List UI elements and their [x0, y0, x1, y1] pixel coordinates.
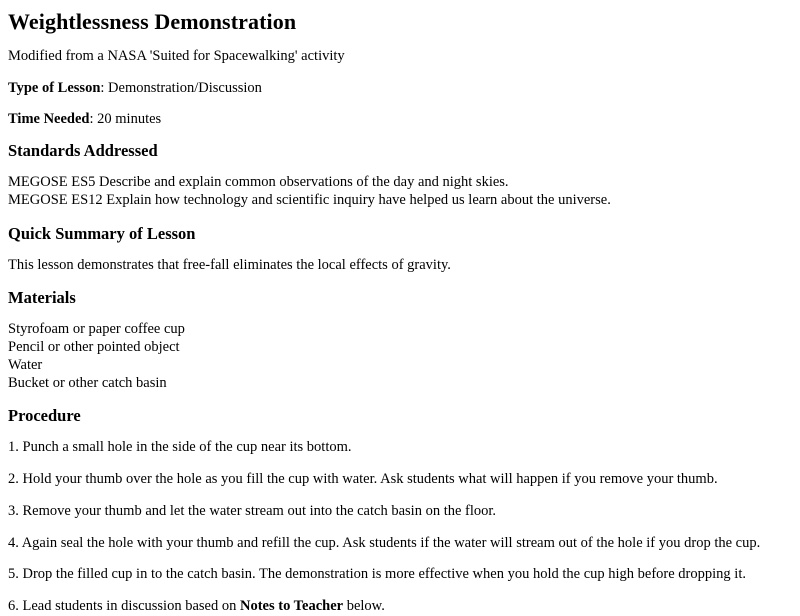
meta-time-needed [8, 111, 786, 128]
meta-time-needed-value: : 20 minutes [89, 110, 162, 127]
meta-type-of-lesson [8, 80, 786, 97]
meta-time-needed-label: Time Needed [8, 110, 90, 127]
materials-item: Pencil or other pointed object [8, 338, 180, 355]
document-subtitle: Modified from a NASA 'Suited for Spacewalking' activity [8, 48, 345, 65]
procedure-step: 1. Punch a small hole in the side of the cup near its bottom. [8, 439, 352, 456]
summary-text: This lesson demonstrates that free-fall eliminates the local effects of gravity. [8, 256, 451, 273]
standards-list [8, 173, 786, 209]
materials-item: Water [8, 356, 43, 373]
procedure-step: 2. Hold your thumb over the hole as you fill the cup with water. Ask students what will happen if you remove your thumb. [8, 470, 718, 487]
materials-item: Styrofoam or paper coffee cup [8, 320, 185, 337]
procedure-step: 5. Drop the filled cup in to the catch basin. The demonstration is more effective when you hold the cup high before dropping it. [8, 566, 746, 583]
section-heading-procedure: Procedure [8, 406, 81, 426]
standards-line: MEGOSE ES5 Describe and explain common observations of the day and night skies. [8, 174, 509, 191]
procedure-step-6-prefix: 6. Lead students in discussion based on [8, 598, 240, 615]
materials-list [8, 320, 786, 393]
procedure-step: 4. Again seal the hole with your thumb and refill the cup. Ask students if the water will stream out of the hole if you drop the cup. [8, 534, 761, 551]
page-title: Weightlessness Demonstration [8, 9, 297, 34]
section-heading-summary: Quick Summary of Lesson [8, 223, 196, 243]
procedure-step-6 [8, 597, 786, 616]
section-heading-standards: Standards Addressed [8, 141, 158, 161]
materials-item: Bucket or other catch basin [8, 375, 167, 392]
procedure-step: 3. Remove your thumb and let the water stream out into the catch basin on the floor. [8, 502, 497, 519]
standards-line: MEGOSE ES12 Explain how technology and scientific inquiry have helped us learn about the universe. [8, 192, 611, 209]
meta-type-of-lesson-value: : Demonstration/Discussion [100, 79, 262, 96]
procedure-step-6-suffix: below. [343, 598, 385, 615]
procedure-step-6-reference: Notes to Teacher [239, 598, 344, 615]
section-heading-materials: Materials [8, 287, 76, 307]
meta-type-of-lesson-label: Type of Lesson [8, 79, 101, 96]
